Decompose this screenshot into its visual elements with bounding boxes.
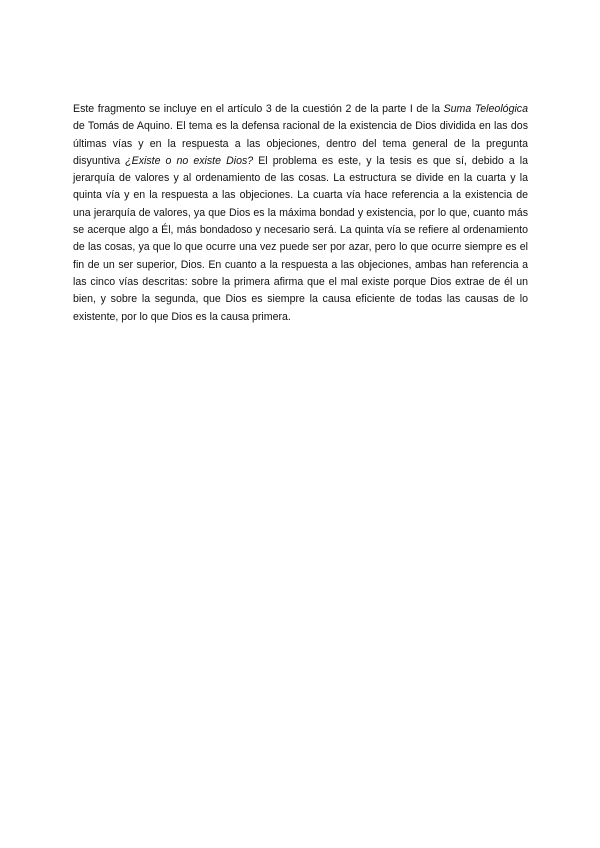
paragraph-text-start: Este fragmento se incluye en el artículo 3 de la cuestión 2 de la parte I de la: [73, 103, 444, 115]
disjunctive-question: ¿Existe o no existe Dios?: [125, 154, 254, 167]
paragraph-text-end: El problema es este, y la tesis es que sí, debido a la jerarquía de valores y al ordenamiento de las cosas. La estructura se divide en la cuarta y la quinta vía y en la respuesta a las objeciones. La cuarta vía hace referencia a la existencia de una jerarquía de valores, ya que Dios es la máxima bondad y existencia, por lo que, cuanto más se acerque algo a Él, más bondadoso y necesario será. La quinta vía se refiere al ordenamiento de las cosas, ya que lo que ocurre una vez puede ser por azar, pero lo que ocurre siempre es el fin de un ser superior, Dios. En cuanto a la respuesta a las objeciones, ambas han referencia a las cinco vías descritas: sobre la primera afirma que el mal existe porque Dios extrae de él un bien, y sobre la segunda, que Dios es siempre la causa eficiente de todas las causas de lo existente, por lo que Dios es la causa primera.: [73, 154, 528, 323]
work-title: Suma Teleológica: [443, 103, 528, 115]
body-paragraph: [73, 101, 528, 326]
paragraph-text-middle: de Tomás de Aquino. El tema es la defensa racional de la existencia de Dios dividida en las dos últimas vías y en la respuesta a las objeciones, dentro del tema general de la pregunta disyuntiva: [73, 120, 528, 167]
